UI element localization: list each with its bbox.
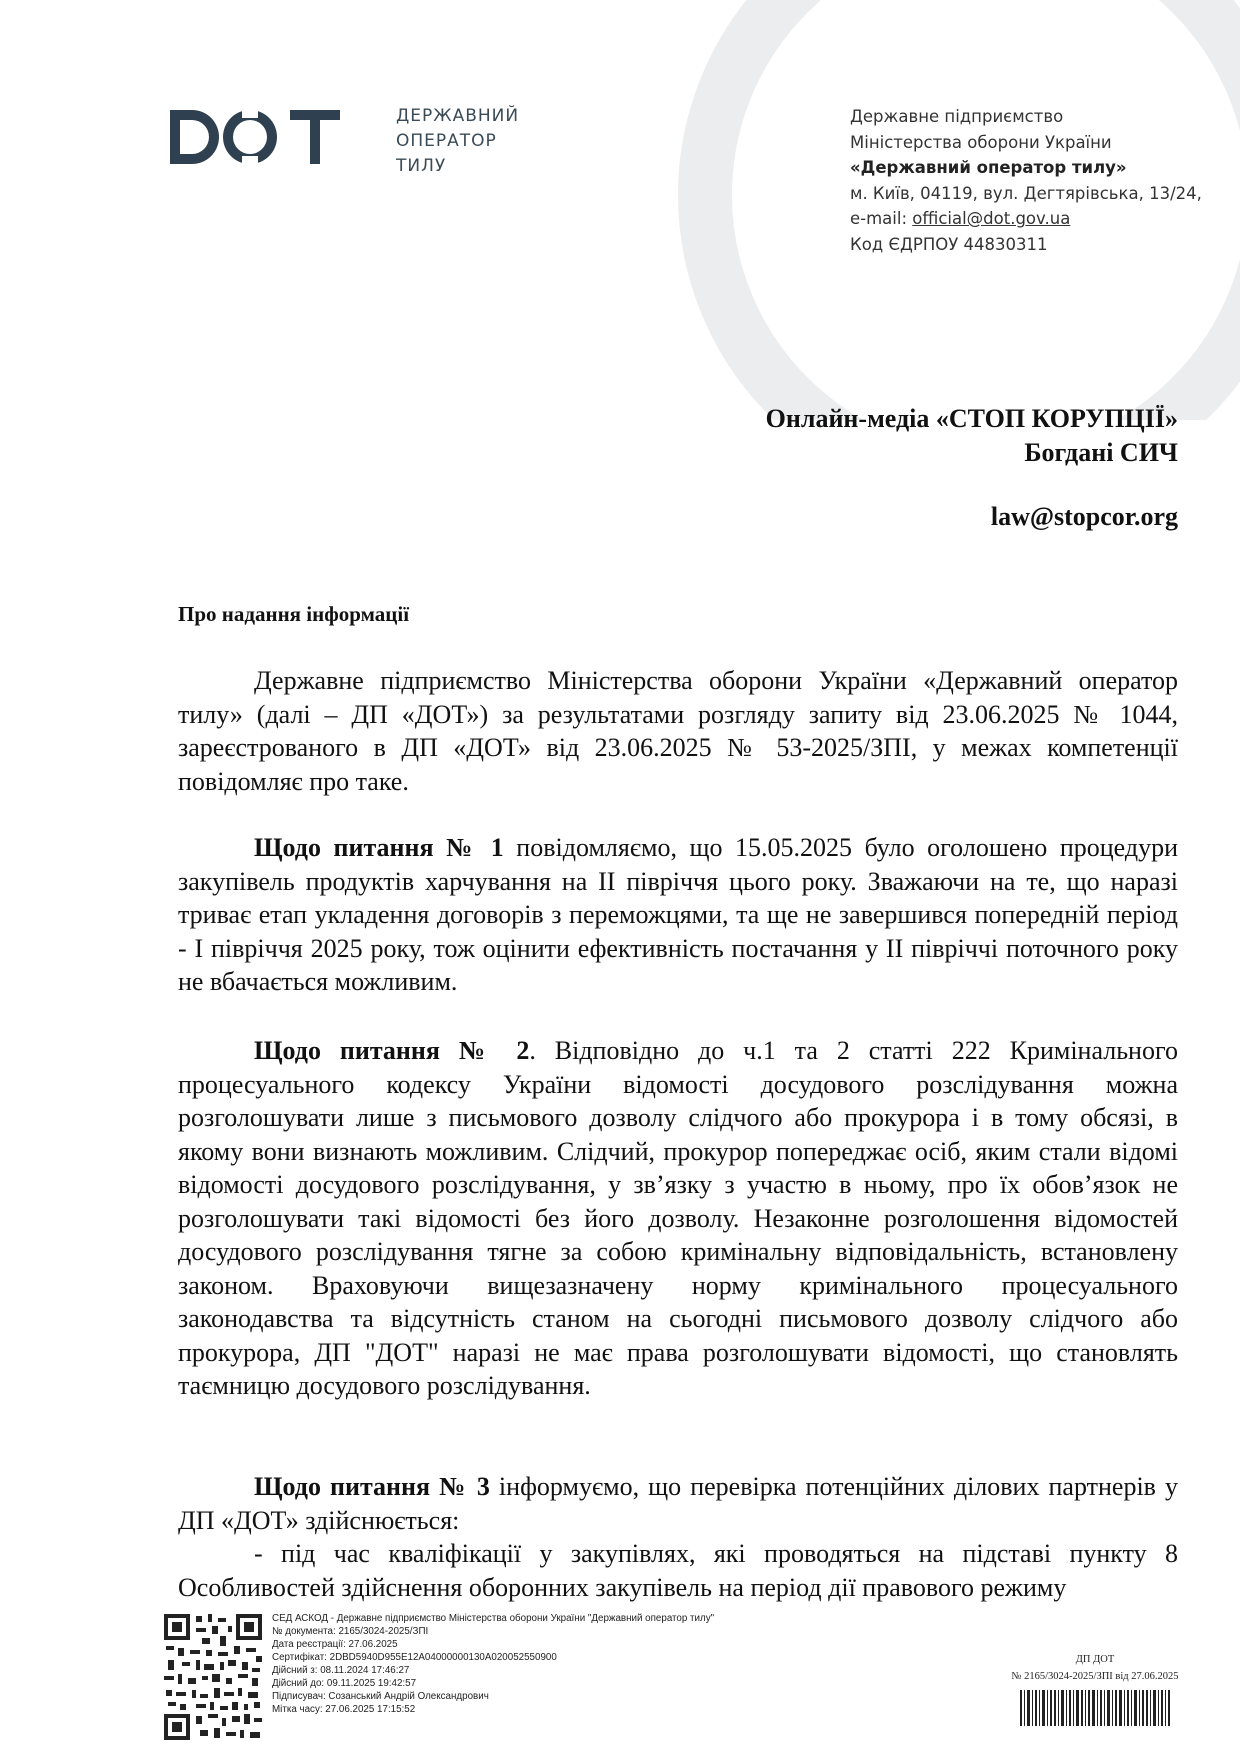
paragraph-question-3 bbox=[178, 1470, 1178, 1604]
sender-email-label: e-mail: bbox=[850, 209, 913, 228]
question-answer: . Відповідно до ч.1 та 2 статті 222 Кримінального процесуального кодексу України відомості досудового розслідування можна розголошувати лише з письмового дозволу слідчого або прокурора і в тому обсязі, в якому вони визнають можливим. Слідчий, прокурор попереджає осіб, яким стали відомі відомості досудового розслідування, у зв’язку з участю в ньому, про їх обов’язок не розголошувати такі відомості без його дозволу. Незаконне розголошення відомостей досудового розслідування тягне за собою кримінальну відповідальність, встановлену законом. Враховуючи вищезазначену норму кримінального процесуального законодавства та відсутність станом на сьогодні письмового дозволу слідчого або прокурора, ДП "ДОТ" наразі не має права розголошувати відомості, що становлять таємницю досудового розслідування. bbox=[178, 1036, 1178, 1400]
ased-title: СЕД АСКОД - Державне підприємство Міністерства оборони України "Державний оператор тилу" bbox=[272, 1613, 715, 1624]
letter-subject: Про надання інформації bbox=[178, 602, 410, 626]
question-lead: Щодо питання № 1 bbox=[254, 833, 504, 862]
ased-signer: Підписувач: Созанський Андрій Олександрович bbox=[272, 1691, 489, 1702]
addressee-person: Богдані СИЧ bbox=[1024, 438, 1178, 467]
question-lead: Щодо питання № 3 bbox=[254, 1472, 490, 1501]
question-answer: інформуємо, що перевірка потенційних ділових партнерів у ДП «ДОТ» здійснюється: bbox=[178, 1472, 1178, 1535]
sender-name: «Державний оператор тилу» bbox=[850, 158, 1127, 177]
sender-line: Державне підприємство bbox=[850, 107, 1064, 126]
paragraph-text bbox=[178, 1034, 1178, 1403]
ased-reg-date: Дата реєстрації: 27.06.2025 bbox=[272, 1639, 398, 1650]
regstamp-org: ДП ДОТ bbox=[1075, 1654, 1115, 1665]
addressee-email[interactable]: law@stopcor.org bbox=[990, 502, 1178, 531]
question-answer: повідомляємо, що 15.05.2025 було оголошено процедури закупівель продуктів харчування на ІІ півріччя цього року. Зважаючи на те, що наразі триває етап укладення договорів з переможцями, та ще не завершився попередній період - І півріччя 2025 року, тож оцінити ефективність постачання у ІІ півріччі поточного року не вбачається можливим. bbox=[178, 833, 1178, 996]
paragraph-text bbox=[178, 831, 1178, 999]
logo-subtitle-line: ТИЛУ bbox=[396, 156, 447, 176]
paragraph-question-1 bbox=[178, 831, 1178, 999]
registration-stamp bbox=[1000, 1654, 1190, 1726]
sender-line: Міністерства оборони України bbox=[850, 132, 1112, 152]
logo-subtitle-line: ОПЕРАТОР bbox=[396, 131, 497, 151]
addressee-org: Онлайн-медіа «СТОП КОРУПЦІЇ» bbox=[765, 404, 1178, 433]
list-item: - під час кваліфікації у закупівлях, які проводяться на підставі пункту 8 Особливостей здійснення оборонних закупівель на період дії правового режиму bbox=[178, 1539, 1178, 1602]
ased-certificate: Сертифікат: 2DBD5940D955E12A04000000130A020052550900 bbox=[272, 1652, 557, 1663]
regstamp-number: № 2165/3024-2025/ЗПІ від 27.06.2025 bbox=[1011, 1671, 1179, 1682]
paragraph-text: Державне підприємство Міністерства оборони України «Державний оператор тилу» (далі – ДП «ДОТ») за результатами розгляду запиту від 23.06.2025 № 1044, зареєстрованого в ДП «ДОТ» від 23.06.2025 № 53-2025/ЗПІ, у межах компетенції повідомляє про таке. bbox=[178, 666, 1178, 796]
sender-email-link[interactable]: official@dot.gov.ua bbox=[912, 209, 1071, 228]
ased-timestamp: Мітка часу: 27.06.2025 17:15:52 bbox=[272, 1704, 416, 1715]
ased-valid-from: Дійсний з: 08.11.2024 17:46:27 bbox=[272, 1665, 410, 1676]
question-lead: Щодо питання № 2 bbox=[254, 1036, 530, 1065]
ased-signature-info bbox=[272, 1612, 714, 1716]
paragraph-intro bbox=[178, 664, 1178, 798]
sender-address: м. Київ, 04119, вул. Дегтярівська, 13/24, bbox=[850, 183, 1202, 203]
paragraph-question-2 bbox=[178, 1034, 1178, 1403]
sender-details bbox=[850, 104, 1202, 257]
logo-subtitle bbox=[396, 104, 519, 179]
ased-doc-number: № документа: 2165/3024-2025/ЗПІ bbox=[272, 1626, 429, 1637]
ased-valid-to: Дійсний до: 09.11.2025 19:42:57 bbox=[272, 1678, 417, 1689]
paragraph-text bbox=[178, 1470, 1178, 1537]
addressee-block bbox=[766, 402, 1178, 534]
logo-subtitle-line: ДЕРЖАВНИЙ bbox=[396, 106, 520, 126]
barcode bbox=[1020, 1690, 1170, 1726]
sender-email-row bbox=[850, 206, 1202, 232]
sender-edrpou: Код ЄДРПОУ 44830311 bbox=[850, 234, 1048, 254]
qr-code bbox=[162, 1612, 264, 1742]
